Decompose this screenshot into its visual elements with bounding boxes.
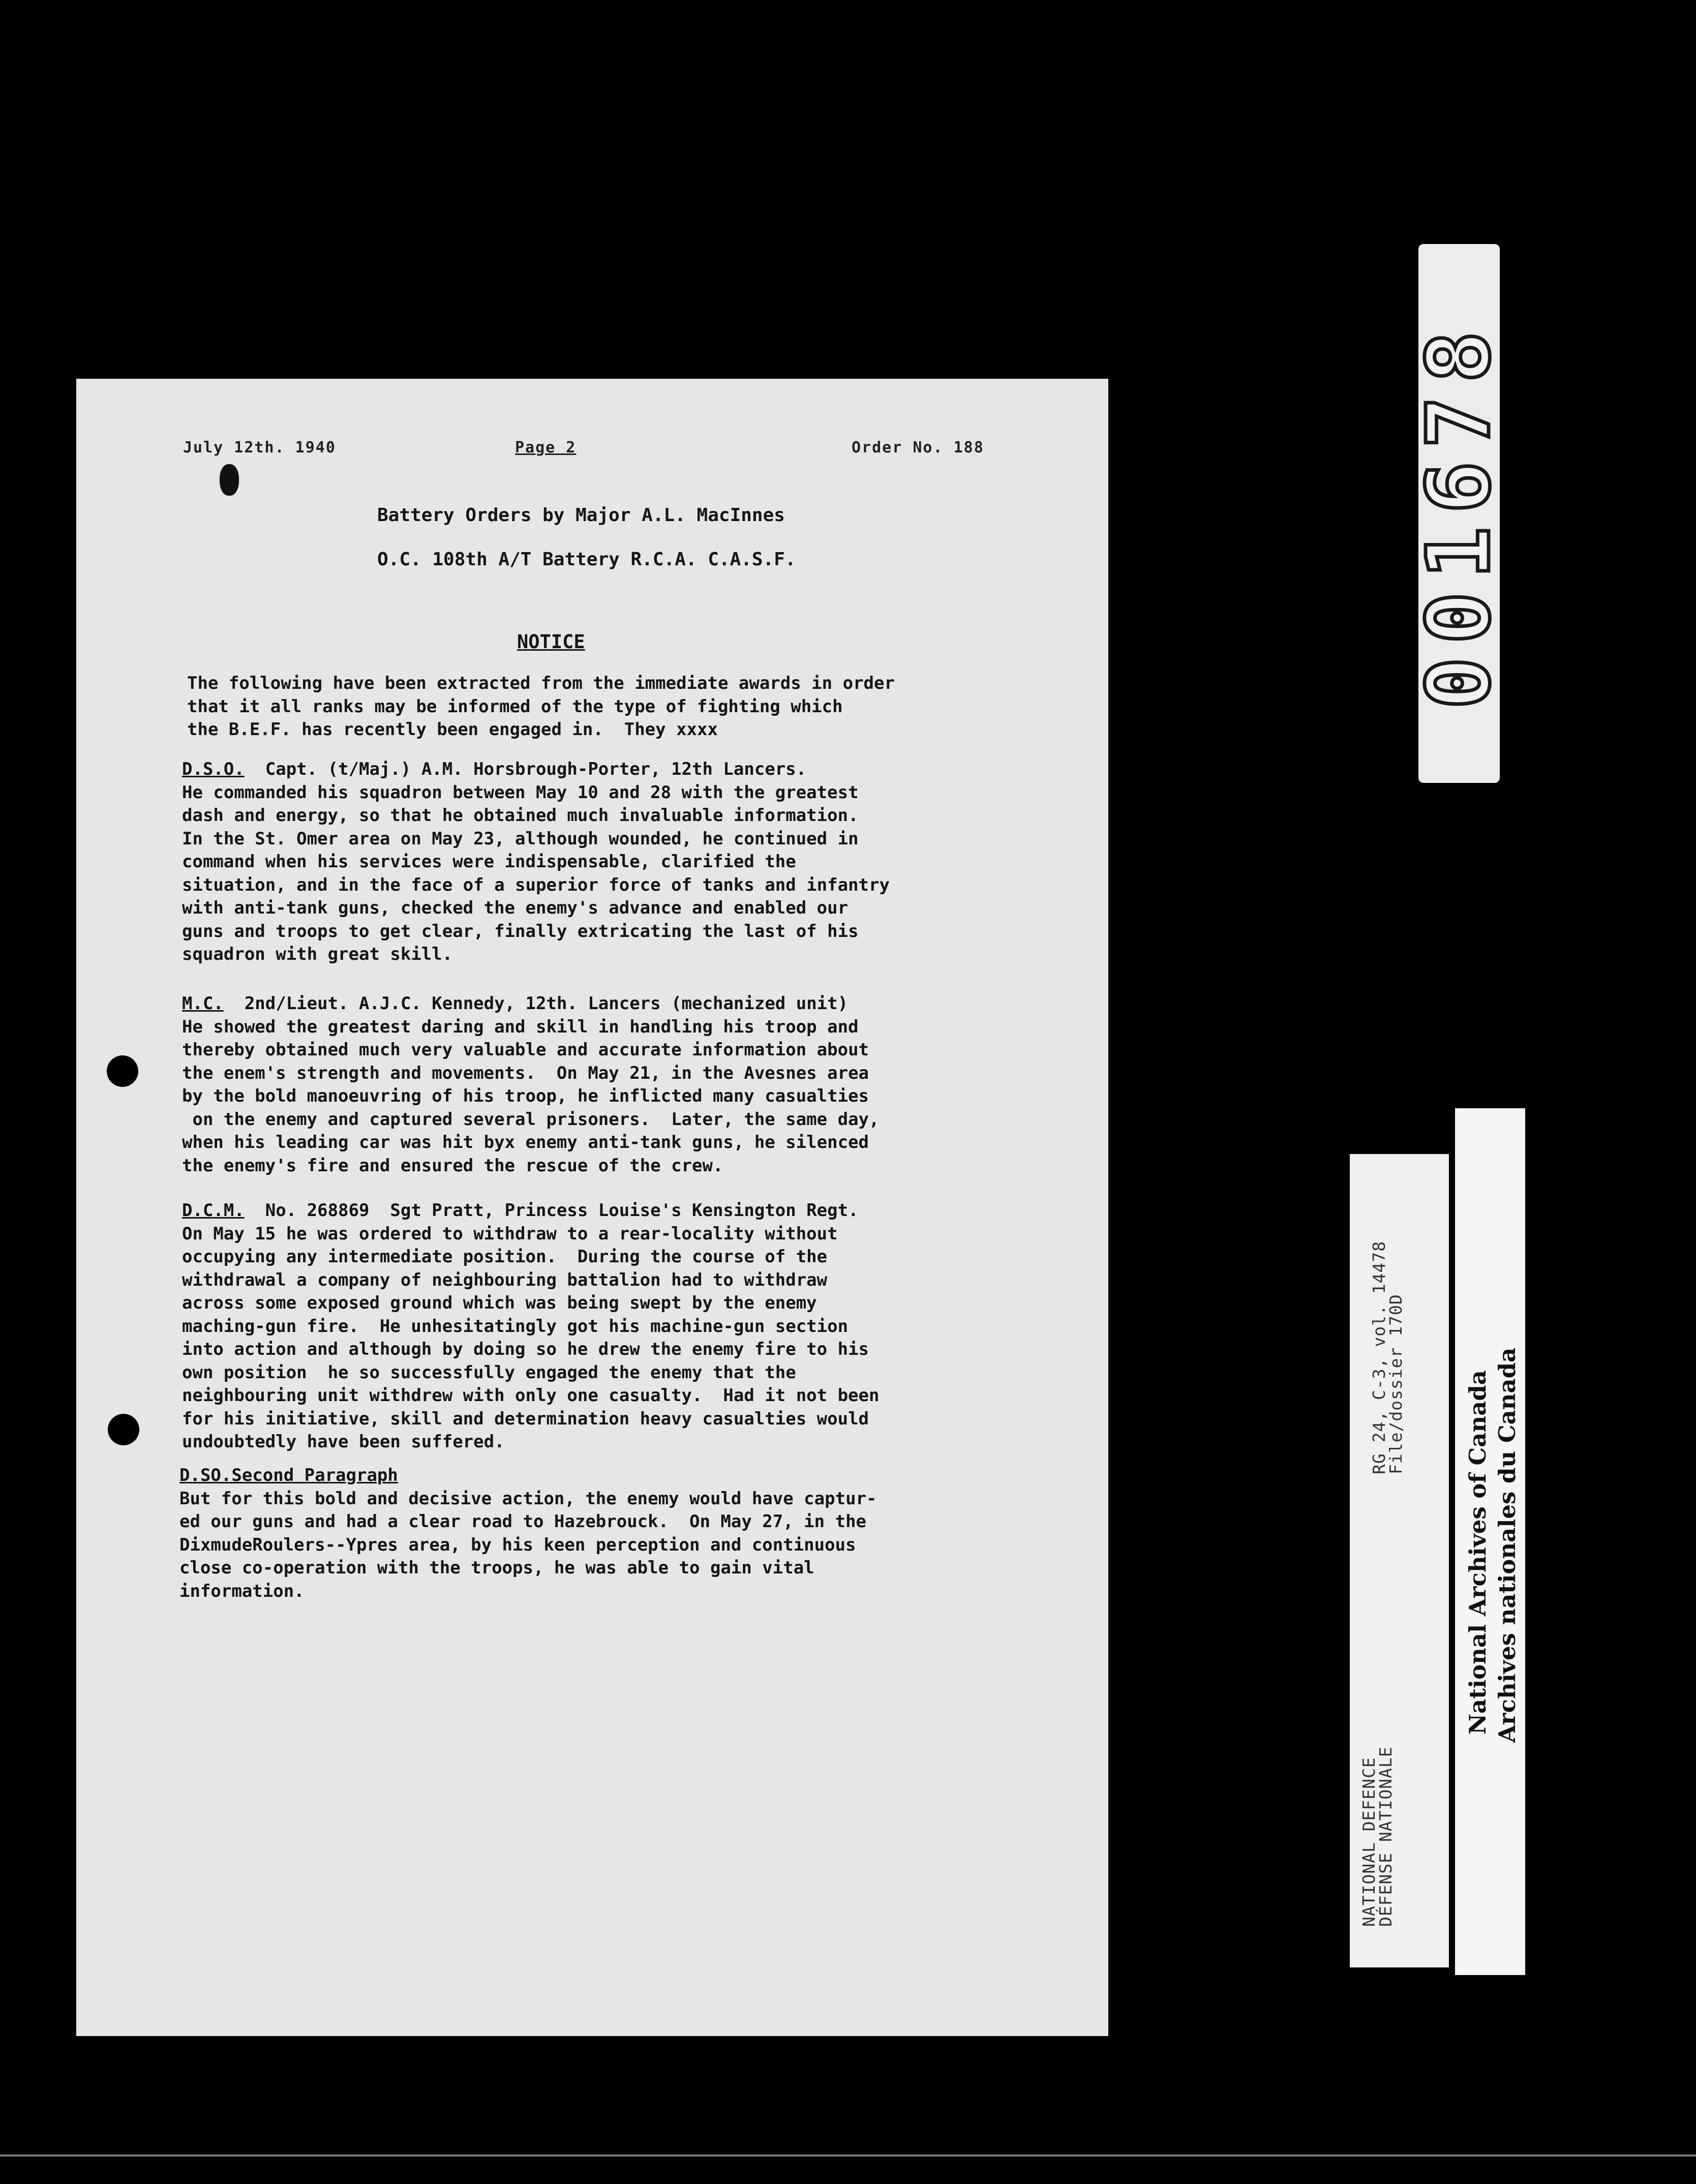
dso-line: situation, and in the face of a superior force of tanks and infantry xyxy=(182,874,890,895)
ink-smudge xyxy=(220,464,239,496)
mc-paragraph xyxy=(182,992,879,1177)
dso-second-line: close co-operation with the troops, he was able to gain vital xyxy=(179,1558,814,1578)
dso-second-line: information. xyxy=(179,1581,305,1601)
dcm-recipient: No. 268869 Sgt Pratt, Princess Louise's Kensington Regt. xyxy=(244,1200,859,1221)
mc-line: by the bold manoeuvring of his troop, he inflicted many casualties xyxy=(182,1086,869,1106)
intro-paragraph xyxy=(187,672,895,742)
archive-name-english: National Archives of Canada xyxy=(1464,1370,1491,1735)
header-date: July 12th. 1940 xyxy=(183,439,336,457)
frame-number-text: 001678 xyxy=(1409,317,1509,710)
dso-line: dash and energy, so that he obtained much invaluable information. xyxy=(182,805,859,826)
intro-line: that it all ranks may be informed of the type of fighting which xyxy=(187,696,843,717)
file-reference: File/dossier 170D xyxy=(1386,1294,1406,1474)
dso-line: with anti-tank guns, checked the enemy's advance and enabled our xyxy=(182,898,849,918)
document-title-line2: O.C. 108th A/T Battery R.C.A. C.A.S.F. xyxy=(377,549,796,570)
dso-line: command when his services were indispensable, clarified the xyxy=(182,852,796,872)
mc-line: on the enemy and captured several prisoners. Later, the same day, xyxy=(182,1109,880,1130)
dso-recipient: Capt. (t/Maj.) A.M. Horsbrough-Porter, 12th Lancers. xyxy=(244,759,807,779)
dso-second-paragraph xyxy=(179,1464,876,1603)
punch-hole xyxy=(108,1414,139,1445)
dso-line: guns and troops to get clear, finally extricating the last of his xyxy=(182,921,859,942)
document-title-line1: Battery Orders by Major A.L. MacInnes xyxy=(377,505,785,526)
typed-document-page xyxy=(76,379,1108,2036)
dso-abbr: D.S.O. xyxy=(182,759,245,779)
notice-heading: NOTICE xyxy=(517,631,585,653)
dcm-line: occupying any intermediate position. During the course of the xyxy=(182,1247,828,1267)
dcm-line: On May 15 he was ordered to withdraw to a rear-locality without xyxy=(182,1223,838,1244)
dcm-line: withdrawal a company of neighbouring battalion had to withdraw xyxy=(182,1269,828,1290)
dcm-paragraph xyxy=(182,1199,879,1454)
dcm-line: own position he so successfully engaged the enemy that the xyxy=(182,1362,796,1383)
dso-line: In the St. Omer area on May 23, although wounded, he continued in xyxy=(182,828,859,849)
mc-line: the enem's strength and movements. On May 21, in the Avesnes area xyxy=(182,1063,869,1083)
dso-line: squadron with great skill. xyxy=(182,944,453,964)
dso-second-line: DixmudeRoulers--Ypres area, by his keen perception and continuous xyxy=(179,1534,856,1555)
mc-line: thereby obtained much very valuable and accurate information about xyxy=(182,1040,869,1060)
header-order-number: Order No. 188 xyxy=(852,439,984,457)
dcm-line: undoubtedly have been suffered. xyxy=(182,1432,505,1452)
dcm-line: across some exposed ground which was being swept by the enemy xyxy=(182,1293,817,1313)
dcm-line: for his initiative, skill and determination heavy casualties would xyxy=(182,1408,869,1429)
dso-second-line: But for this bold and decisive action, the enemy would have captur- xyxy=(179,1488,877,1509)
punch-hole xyxy=(107,1055,138,1087)
intro-line: the B.E.F. has recently been engaged in. They xxxx xyxy=(187,719,718,740)
dso-line: He commanded his squadron between May 10 and 28 with the greatest xyxy=(182,782,859,803)
film-edge-line xyxy=(0,2155,1696,2157)
mc-abbr: M.C. xyxy=(182,993,224,1014)
dso-paragraph xyxy=(182,758,890,966)
dcm-line: maching-gun fire. He unhesitatingly got his machine-gun section xyxy=(182,1316,849,1337)
dept-line1: NATIONAL DEFENCE xyxy=(1359,1757,1379,1927)
record-group-reference: RG 24, C-3, vol. 14478 xyxy=(1369,1240,1389,1474)
dcm-abbr: D.C.M. xyxy=(182,1200,245,1221)
dso-second-line: ed our guns and had a clear road to Hazebrouck. On May 27, in the xyxy=(179,1511,867,1532)
intro-line: The following have been extracted from the immediate awards in order xyxy=(187,673,895,693)
mc-recipient: 2nd/Lieut. A.J.C. Kennedy, 12th. Lancers (mechanized unit) xyxy=(223,993,849,1014)
archive-name-french: Archives nationales du Canada xyxy=(1494,1347,1521,1743)
dept-line2: DÉFENSE NATIONALE xyxy=(1376,1746,1396,1927)
dcm-line: neighbouring unit withdrew with only one casualty. Had it not been xyxy=(182,1385,880,1406)
dcm-line: into action and although by doing so he drew the enemy fire to his xyxy=(182,1339,869,1359)
mc-line: He showed the greatest daring and skill in handling his troop and xyxy=(182,1016,859,1037)
dso-second-heading: D.SO.Second Paragraph xyxy=(179,1465,398,1485)
header-page: Page 2 xyxy=(515,439,577,457)
mc-line: when his leading car was hit byx enemy anti-tank guns, he silenced xyxy=(182,1132,869,1152)
mc-line: the enemy's fire and ensured the rescue of the crew. xyxy=(182,1155,723,1176)
